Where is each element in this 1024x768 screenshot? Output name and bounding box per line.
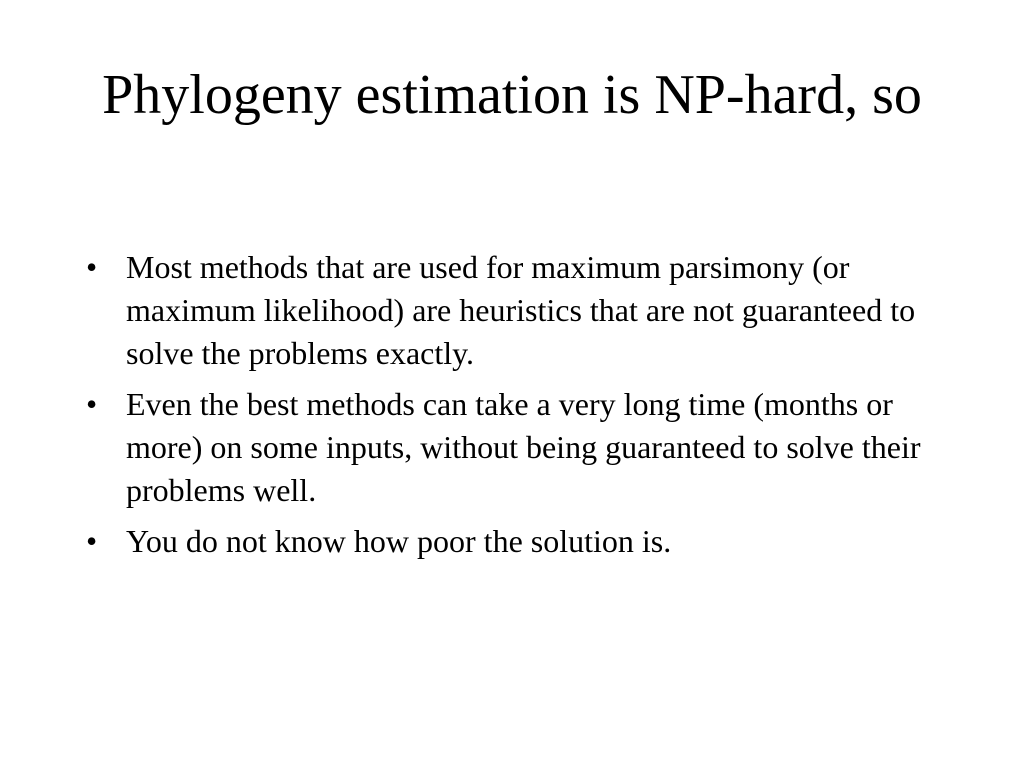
bullet-point-icon: •	[86, 249, 98, 285]
bullet-item	[86, 246, 946, 375]
bullet-text: Most methods that are used for maximum parsimony (or maximum likelihood) are heuristics that are not guaranteed to solve the problems exactly.	[126, 249, 916, 371]
bullet-point-icon: •	[86, 386, 98, 422]
bullet-list	[86, 246, 946, 571]
bullet-item	[86, 383, 946, 512]
bullet-item	[86, 520, 946, 563]
bullet-text: You do not know how poor the solution is.	[126, 523, 672, 559]
slide-title: Phylogeny estimation is NP-hard, so	[102, 64, 922, 126]
bullet-text: Even the best methods can take a very long time (months or more) on some inputs, without being guaranteed to solve their problems well.	[126, 386, 921, 508]
bullet-point-icon: •	[86, 523, 98, 559]
